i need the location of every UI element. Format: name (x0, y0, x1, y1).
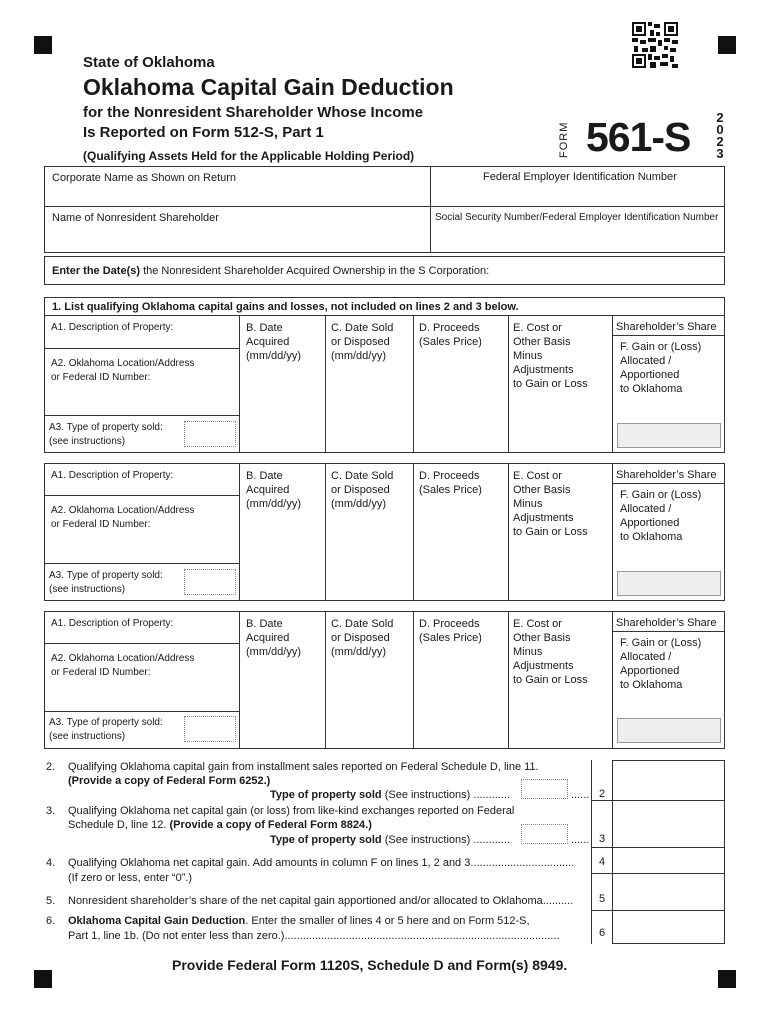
a3-type-input[interactable] (184, 569, 236, 595)
line3-dots: ...... (571, 834, 590, 846)
line6-amount-input[interactable] (613, 911, 724, 943)
line3-type-bold: Type of property sold (270, 834, 382, 846)
line3-type-input[interactable] (521, 824, 568, 844)
shareholder-name-label: Name of Nonresident Shareholder (52, 212, 219, 224)
form-title: Oklahoma Capital Gain Deduction (83, 74, 454, 100)
year-digit: 2 (716, 134, 724, 149)
shareholder-share-header: Shareholder’s Share (616, 469, 717, 481)
acquisition-date-label (52, 265, 489, 277)
col-b-date-acquired: B. Date Acquired (mm/dd/yy) (246, 322, 301, 362)
a3-type-label: A3. Type of property sold: (see instructions) (49, 422, 163, 447)
col-b-input[interactable] (240, 528, 324, 600)
line2-text2: (Provide a copy of Federal Form 6252.) (68, 775, 271, 787)
line6-box-number: 6 (598, 927, 606, 939)
col-c-date-sold: C. Date Sold or Disposed (mm/dd/yy) (331, 470, 394, 510)
state-name: State of Oklahoma (83, 54, 215, 71)
col-e-input[interactable] (509, 548, 611, 600)
line4-text2: (If zero or less, enter “0”.) (68, 872, 193, 884)
qr-code-icon (632, 22, 678, 68)
year-digit: 2 (716, 110, 724, 125)
shareholder-share-header: Shareholder’s Share (616, 617, 717, 629)
form-subtitle-line2: Is Reported on Form 512-S, Part 1 (83, 124, 324, 141)
a2-location-label: A2. Oklahoma Location/Address or Federal ID Number: (51, 505, 195, 530)
line6-bold: Oklahoma Capital Gain Deduction (68, 915, 246, 927)
acquisition-date-label-bold: Enter the Date(s) (52, 265, 141, 277)
line6-text1-rest: . Enter the smaller of lines 4 or 5 here and on Form 512-S, (245, 915, 530, 927)
year-digit: 0 (716, 122, 724, 137)
a2-location-label: A2. Oklahoma Location/Address or Federal ID Number: (51, 653, 195, 678)
form-number: 561-S (586, 114, 691, 160)
form-subtitle-note: (Qualifying Assets Held for the Applicable Holding Period) (83, 149, 415, 163)
registration-mark-top-right (718, 36, 736, 54)
a1-description-input[interactable] (45, 334, 238, 347)
line6-number: 6. (46, 915, 56, 927)
line3-text2a: Schedule D, line 12. (68, 819, 170, 831)
a3-type-label: A3. Type of property sold: (see instructions) (49, 717, 163, 742)
col-f-gain-loss: F. Gain or (Loss) Allocated / Apportioned to Oklahoma (620, 489, 702, 543)
shareholder-name-input[interactable] (45, 228, 429, 252)
line4-box-number: 4 (598, 856, 606, 868)
col-b-date-acquired: B. Date Acquired (mm/dd/yy) (246, 470, 301, 510)
line3-text1: Qualifying Oklahoma net capital gain (or loss) from like-kind exchanges reported on Federal (68, 805, 515, 817)
col-d-proceeds: D. Proceeds (Sales Price) (419, 322, 482, 348)
a3-type-label: A3. Type of property sold: (see instructions) (49, 570, 163, 595)
corporate-name-label: Corporate Name as Shown on Return (52, 172, 237, 184)
line5-amount-input[interactable] (613, 874, 724, 909)
col-d-proceeds: D. Proceeds (Sales Price) (419, 470, 482, 496)
line6-text2: Part 1, line 1b. (Do not enter less than zero.).......................................................................................... (68, 930, 560, 942)
registration-mark-bottom-right (718, 970, 736, 988)
footer-note: Provide Federal Form 1120S, Schedule D and Form(s) 8949. (172, 957, 568, 973)
line5-number: 5. (46, 895, 56, 907)
col-f-input[interactable] (617, 571, 721, 596)
col-f-gain-loss: F. Gain or (Loss) Allocated / Apportioned to Oklahoma (620, 341, 702, 395)
col-c-date-sold: C. Date Sold or Disposed (mm/dd/yy) (331, 618, 394, 658)
line2-type-label (270, 789, 510, 801)
line2-box-number: 2 (598, 788, 606, 800)
line4-amount-input[interactable] (613, 848, 724, 872)
line2-text1: Qualifying Oklahoma capital gain from installment sales reported on Federal Schedule D, line 11. (68, 761, 539, 773)
form-year (713, 112, 727, 160)
shareholder-share-header: Shareholder’s Share (616, 321, 717, 333)
line6-text1 (68, 915, 530, 927)
col-f-gain-loss: F. Gain or (Loss) Allocated / Apportioned to Oklahoma (620, 637, 702, 691)
line3-text2b: (Provide a copy of Federal Form 8824.) (169, 819, 372, 831)
col-b-date-acquired: B. Date Acquired (mm/dd/yy) (246, 618, 301, 658)
col-d-proceeds: D. Proceeds (Sales Price) (419, 618, 482, 644)
col-b-input[interactable] (240, 676, 324, 748)
col-c-date-sold: C. Date Sold or Disposed (mm/dd/yy) (331, 322, 394, 362)
col-d-input[interactable] (414, 528, 507, 600)
col-f-input[interactable] (617, 718, 721, 743)
col-c-input[interactable] (326, 380, 412, 452)
col-e-input[interactable] (509, 696, 611, 748)
a3-type-input[interactable] (184, 421, 236, 447)
col-e-cost-basis: E. Cost or Other Basis Minus Adjustments to Gain or Loss (513, 322, 588, 390)
col-f-input[interactable] (617, 423, 721, 448)
fein-input[interactable] (431, 186, 724, 205)
col-c-input[interactable] (326, 528, 412, 600)
a2-location-label: A2. Oklahoma Location/Address or Federal ID Number: (51, 358, 195, 383)
corporate-name-input[interactable] (45, 186, 429, 205)
a1-description-input[interactable] (45, 482, 238, 494)
a3-type-input[interactable] (184, 716, 236, 742)
line2-type-input[interactable] (521, 779, 568, 799)
registration-mark-bottom-left (34, 970, 52, 988)
line2-number: 2. (46, 761, 56, 773)
col-d-input[interactable] (414, 676, 507, 748)
line4-number: 4. (46, 857, 56, 869)
line1-heading: 1. List qualifying Oklahoma capital gains and losses, not included on lines 2 and 3 below. (52, 301, 519, 313)
col-e-input[interactable] (509, 400, 611, 452)
line3-type-label (270, 834, 510, 846)
col-b-input[interactable] (240, 380, 324, 452)
col-e-cost-basis: E. Cost or Other Basis Minus Adjustments to Gain or Loss (513, 618, 588, 686)
col-e-cost-basis: E. Cost or Other Basis Minus Adjustments to Gain or Loss (513, 470, 588, 538)
a1-description-label: A1. Description of Property: (51, 322, 174, 333)
form-word-vertical: FORM (558, 121, 570, 158)
a1-description-label: A1. Description of Property: (51, 618, 174, 629)
line2-amount-input[interactable] (613, 761, 724, 799)
line5-text: Nonresident shareholder’s share of the net capital gain apportioned and/or allocated to Oklahoma.......... (68, 895, 574, 907)
registration-mark-top-left (34, 36, 52, 54)
form-subtitle-line1: for the Nonresident Shareholder Whose Income (83, 104, 424, 121)
line3-box-number: 3 (598, 833, 606, 845)
line4-text1: Qualifying Oklahoma net capital gain. Add amounts in column F on lines 1, 2 and 3.................................. (68, 857, 575, 869)
a1-description-input[interactable] (45, 630, 238, 642)
line3-text2 (68, 819, 372, 831)
line3-type-rest: (See instructions) ............ (381, 834, 511, 846)
line5-box-number: 5 (598, 893, 606, 905)
ssn-fein-label: Social Security Number/Federal Employer Identification Number (435, 212, 719, 223)
line2-type-rest: (See instructions) ............ (381, 789, 511, 801)
line3-amount-input[interactable] (613, 801, 724, 846)
col-d-input[interactable] (414, 380, 507, 452)
line2-type-bold: Type of property sold (270, 789, 382, 801)
ssn-fein-input[interactable] (431, 228, 724, 252)
col-c-input[interactable] (326, 676, 412, 748)
acquisition-date-label-rest: the Nonresident Shareholder Acquired Ownership in the S Corporation: (140, 265, 490, 277)
fein-label: Federal Employer Identification Number (483, 171, 677, 183)
line3-number: 3. (46, 805, 56, 817)
line2-dots: ...... (571, 789, 590, 801)
year-digit: 3 (716, 146, 724, 161)
a1-description-label: A1. Description of Property: (51, 470, 174, 481)
